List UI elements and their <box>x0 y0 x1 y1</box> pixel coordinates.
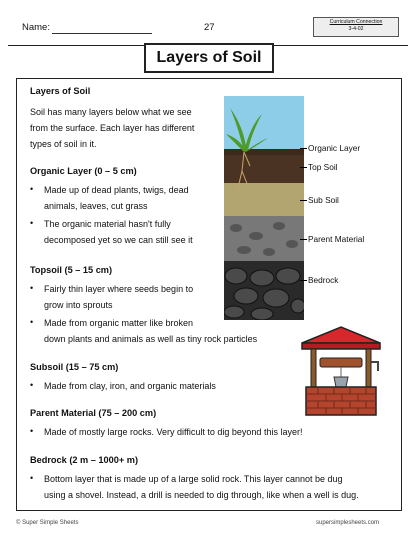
parent-heading: Parent Material (75 – 200 cm) <box>30 408 157 418</box>
label-organic-layer: Organic Layer <box>308 143 361 153</box>
topsoil-heading: Topsoil (5 – 15 cm) <box>30 265 113 275</box>
intro-heading: Layers of Soil <box>30 86 91 96</box>
intro-line: from the surface. Each layer has different <box>30 123 195 133</box>
text-line: down plants and animals as well as tiny rock particles <box>44 334 258 344</box>
bullet: • <box>30 317 34 327</box>
roof-edge <box>302 343 380 349</box>
text-line: Made up of dead plants, twigs, dead <box>44 185 189 195</box>
bedrock-bullet-1 <box>44 471 359 503</box>
bullet: • <box>30 283 34 293</box>
bedrock-heading: Bedrock (2 m – 1000+ m) <box>30 455 139 465</box>
text-line: grow into sprouts <box>44 300 113 310</box>
intro-text <box>30 104 194 152</box>
text-line: Fairly thin layer where seeds begin to <box>44 284 194 294</box>
parent-material-band <box>224 216 304 261</box>
text-line: using a shovel. Instead, a drill is needed to dig through, like when a well is dug. <box>44 490 359 500</box>
bullet: • <box>30 473 34 483</box>
organic-bullet-2 <box>44 216 193 248</box>
text-line: Made from organic matter like broken <box>44 318 194 328</box>
text-line: Bottom layer that is made up of a large solid rock. This layer cannot be dug <box>44 474 343 484</box>
curriculum-connection-box <box>313 17 399 37</box>
name-label: Name: <box>22 22 50 33</box>
label-tick <box>300 200 307 201</box>
top-soil-band <box>224 155 304 183</box>
subsoil-heading: Subsoil (15 – 75 cm) <box>30 362 119 372</box>
intro-line: types of soil in it. <box>30 139 97 149</box>
label-sub-soil: Sub Soil <box>308 195 339 205</box>
intro-line: Soil has many layers below what we see <box>30 107 192 117</box>
water-well-icon <box>298 325 384 417</box>
well-roof <box>302 327 380 343</box>
curriculum-code: 3-4-02 <box>348 26 364 32</box>
text-line: animals, leaves, cut grass <box>44 201 148 211</box>
label-top-soil: Top Soil <box>308 162 338 172</box>
page-number: 27 <box>204 22 215 33</box>
parent-bullet-1: Made of mostly large rocks. Very difficult to dig beyond this layer! <box>44 427 303 437</box>
text-line: decomposed yet so we can still see it <box>44 235 193 245</box>
label-tick <box>300 167 307 168</box>
footer-copyright: © Super Simple Sheets <box>16 520 79 526</box>
topsoil-bullet-1 <box>44 281 193 313</box>
subsoil-bullet-1: Made from clay, iron, and organic materials <box>44 381 216 391</box>
bucket-icon <box>334 377 348 387</box>
name-blank-line <box>52 33 152 34</box>
well-post-right <box>366 349 371 391</box>
winch-log <box>320 358 362 367</box>
bullet: • <box>30 426 34 436</box>
label-tick <box>300 280 307 281</box>
bullet: • <box>30 380 34 390</box>
bullet: • <box>30 218 34 228</box>
organic-bullet-1 <box>44 182 189 214</box>
text-line: The organic material hasn't fully <box>44 219 171 229</box>
label-tick <box>300 239 307 240</box>
curriculum-title: Curriculum Connection <box>329 19 383 25</box>
organic-heading: Organic Layer (0 – 5 cm) <box>30 166 137 176</box>
label-tick <box>300 148 307 149</box>
winch-crank <box>371 362 378 371</box>
sub-soil-band <box>224 183 304 216</box>
page-title: Layers of Soil <box>144 43 274 73</box>
soil-profile-illustration <box>224 96 304 320</box>
label-bedrock: Bedrock <box>308 275 339 285</box>
well-post-left <box>311 349 316 391</box>
bullet: • <box>30 184 34 194</box>
footer-website: supersimplesheets.com <box>316 520 380 526</box>
organic-layer-band <box>224 149 304 155</box>
label-parent-material: Parent Material <box>308 234 365 244</box>
